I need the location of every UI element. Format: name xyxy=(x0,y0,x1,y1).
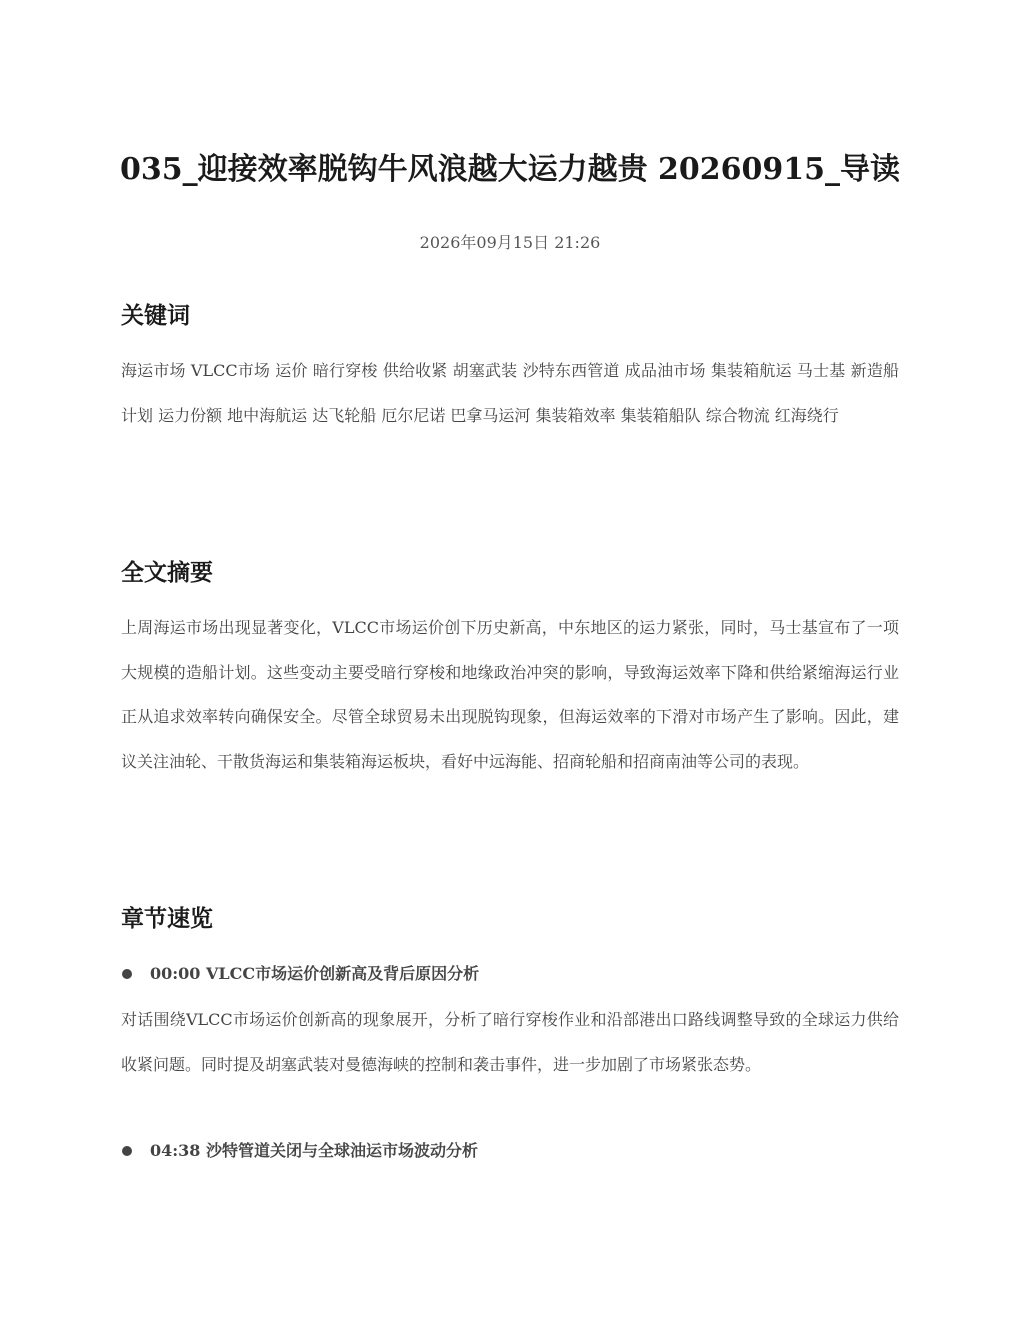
chapter-description: 对话围绕VLCC市场运价创新高的现象展开，分析了暗行穿梭作业和沿部港出口路线调整导致的全球运力供给收紧问题。同时提及胡塞武装对曼德海峡的控制和袭击事件，进一步加剧了市场紧张态势。 xyxy=(121,1010,899,1074)
summary-text: 上周海运市场出现显著变化，VLCC市场运价创下历史新高，中东地区的运力紧张，同时，马士基宣布了一项大规模的造船计划。这些变动主要受暗行穿梭和地缘政治冲突的影响，导致海运效率下降和供给紧缩海运行业正从追求效率转向确保安全。尽管全球贸易未出现脱钩现象，但海运效率的下滑对市场产生了影响。因此，建议关注油轮、干散货海运和集装箱海运板块，看好中远海能、招商轮船和招商南油等公司的表现。 xyxy=(121,618,899,771)
bullet-icon xyxy=(122,1146,132,1156)
summary-heading: 全文摘要 xyxy=(121,560,213,586)
chapter-title: 04:38 沙特管道关闭与全球油运市场波动分析 xyxy=(150,1141,479,1160)
document-date: 2026年09月15日 21:26 xyxy=(419,233,601,252)
chapter-item xyxy=(121,960,899,988)
keywords-heading: 关键词 xyxy=(121,303,190,329)
chapter-title: 00:00 VLCC市场运价创新高及背后原因分析 xyxy=(150,964,480,983)
bullet-icon xyxy=(122,969,132,979)
document-title: 035_迎接效率脱钩牛风浪越大运力越贵 20260915_导读 xyxy=(119,152,901,187)
chapters-heading: 章节速览 xyxy=(121,906,213,932)
keywords-text: 海运市场 VLCC市场 运价 暗行穿梭 供给收紧 胡塞武装 沙特东西管道 成品油市场 集装箱航运 马士基 新造船计划 运力份额 地中海航运 达飞轮船 厄尔尼诺 巴拿马运河 集装箱效率 集装箱船队 综合物流 红海绕行 xyxy=(121,361,899,425)
chapter-item xyxy=(121,1137,899,1165)
